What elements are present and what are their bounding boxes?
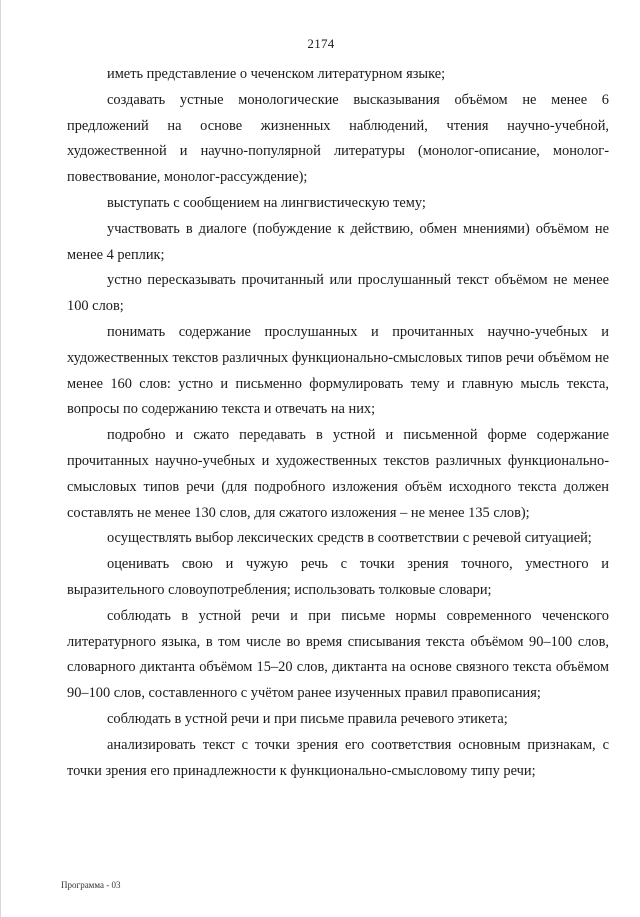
paragraph: устно пересказывать прочитанный или прослушанный текст объёмом не менее 100 слов; xyxy=(67,272,609,315)
paragraph: соблюдать в устной речи и при письме правила речевого этикета; xyxy=(107,710,508,727)
footer-label: Программа - 03 xyxy=(61,880,121,890)
paragraph: подробно и сжато передавать в устной и письменной форме содержание прочитанных научно-учебных и художественных текстов различных функционально-смысловых типов речи (для подробного изложения объём исходного текста должен составлять не менее 130 слов, для сжатого изложения – не менее 135 слов); xyxy=(67,427,609,521)
paragraph: осуществлять выбор лексических средств в соответствии с речевой ситуацией; xyxy=(107,530,592,547)
document-body xyxy=(67,62,609,784)
paragraph: создавать устные монологические высказывания объёмом не менее 6 предложений на основе жизненных наблюдений, чтения научно-учебной, художественной и научно-популярной литературы (монолог-описание, монолог-повествование, монолог-рассуждение); xyxy=(67,91,609,186)
paragraph: выступать с сообщением на лингвистическую тему; xyxy=(107,194,426,211)
paragraph: оценивать свою и чужую речь с точки зрения точного, уместного и выразительного словоупотребления; использовать толковые словари; xyxy=(67,556,609,598)
paragraph: иметь представление о чеченском литературном языке; xyxy=(107,66,446,82)
page-number: 2174 xyxy=(307,36,335,51)
paragraph: участвовать в диалоге (побуждение к действию, обмен мнениями) объёмом не менее 4 реплик; xyxy=(67,220,609,263)
paragraph: анализировать текст с точки зрения его соответствия основным признакам, с точки зрения его принадлежности к функционально-смысловому типу речи; xyxy=(67,736,609,779)
paragraph: соблюдать в устной речи и при письме нормы современного чеченского литературного языка, в том числе во время списывания текста объёмом 90–100 слов, словарного диктанта объёмом 15–20 слов, диктанта на основе связного текста объёмом 90–100 слов, составленного с учётом ранее изученных правил правописания; xyxy=(67,607,609,702)
paragraph: понимать содержание прослушанных и прочитанных научно-учебных и художественных текстов различных функционально-смысловых типов речи объёмом не менее 160 слов: устно и письменно формулировать тему и главную мысль текста, вопросы по содержанию текста и отвечать на них; xyxy=(67,323,609,418)
